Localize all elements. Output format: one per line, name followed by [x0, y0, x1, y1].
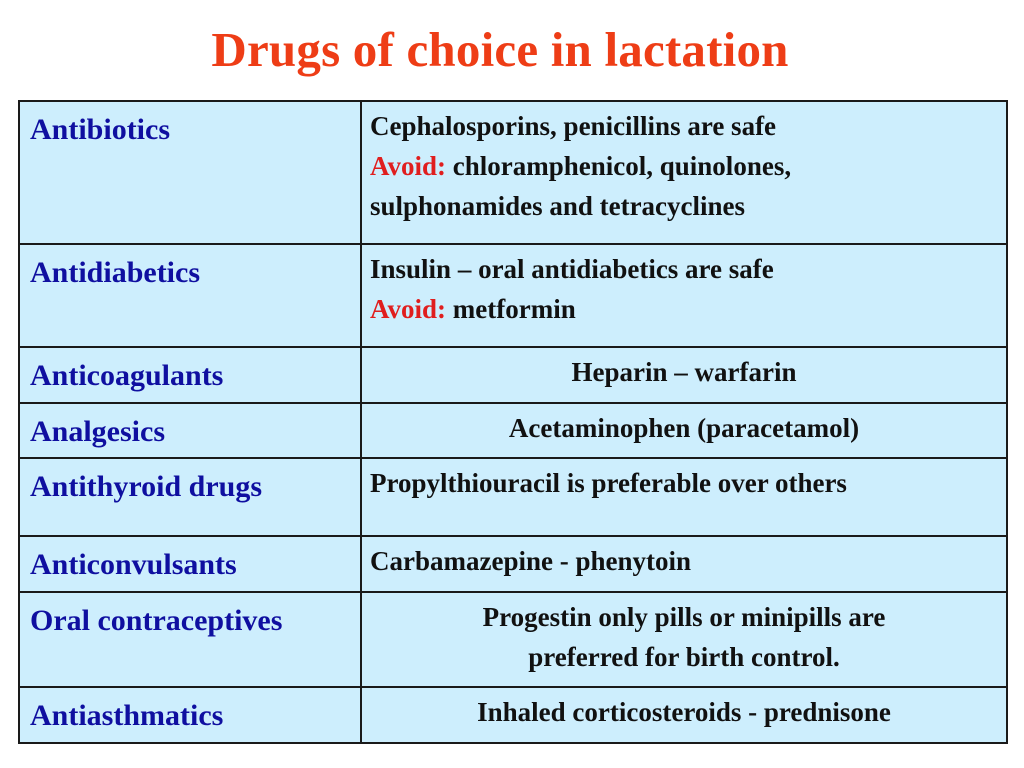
- category-antibiotics: Antibiotics: [19, 101, 361, 244]
- avoid-label: Avoid:: [370, 151, 447, 181]
- page-title: Drugs of choice in lactation: [211, 22, 789, 77]
- info-text: Carbamazepine - phenytoin: [370, 546, 692, 576]
- drug-info-antidiabetics: [361, 244, 1007, 347]
- table-row: [19, 244, 1007, 347]
- info-line: [370, 249, 998, 289]
- drug-info-antibiotics: [361, 101, 1007, 244]
- avoid-label: Avoid:: [370, 294, 447, 324]
- category-anticonvulsants: Anticonvulsants: [19, 536, 361, 592]
- info-text: sulphonamides and tetracyclines: [370, 191, 746, 221]
- category-oral-contraceptives: Oral contraceptives: [19, 592, 361, 687]
- table-row: [19, 536, 1007, 592]
- info-text: Heparin – warfarin: [571, 357, 797, 387]
- table-row: [19, 458, 1007, 536]
- info-text: metformin: [446, 294, 576, 324]
- drug-info-anticoagulants: [361, 347, 1007, 403]
- drug-info-analgesics: [361, 403, 1007, 458]
- drug-info-antithyroid: [361, 458, 1007, 536]
- info-text: Acetaminophen (paracetamol): [508, 413, 860, 443]
- category-antidiabetics: Antidiabetics: [19, 244, 361, 347]
- drug-info-anticonvulsants: [361, 536, 1007, 592]
- table-row: [19, 101, 1007, 244]
- category-anticoagulants: Anticoagulants: [19, 347, 361, 403]
- category-analgesics: Analgesics: [19, 403, 361, 458]
- drug-info-antiasthmatics: [361, 687, 1007, 743]
- info-text: Propylthiouracil is preferable over others: [370, 468, 847, 498]
- info-text: Cephalosporins, penicillins are safe: [370, 111, 777, 141]
- drug-info-oral-contraceptives: [361, 592, 1007, 687]
- category-antithyroid-drugs: Antithyroid drugs: [19, 458, 361, 536]
- table-row: [19, 347, 1007, 403]
- info-text: Insulin – oral antidiabetics are safe: [370, 254, 774, 284]
- info-line: [370, 186, 998, 226]
- table-row: [19, 592, 1007, 687]
- info-line: [370, 146, 998, 186]
- info-text: Progestin only pills or minipills are: [482, 602, 886, 632]
- table-row: [19, 687, 1007, 743]
- info-text: Inhaled corticosteroids - prednisone: [477, 697, 891, 727]
- category-antiasthmatics: Antiasthmatics: [19, 687, 361, 743]
- info-text: preferred for birth control.: [528, 642, 840, 672]
- table-row: [19, 403, 1007, 458]
- drugs-table: [18, 100, 1008, 744]
- info-text: chloramphenicol, quinolones,: [446, 151, 792, 181]
- info-line: [370, 289, 998, 329]
- info-line: [370, 106, 998, 146]
